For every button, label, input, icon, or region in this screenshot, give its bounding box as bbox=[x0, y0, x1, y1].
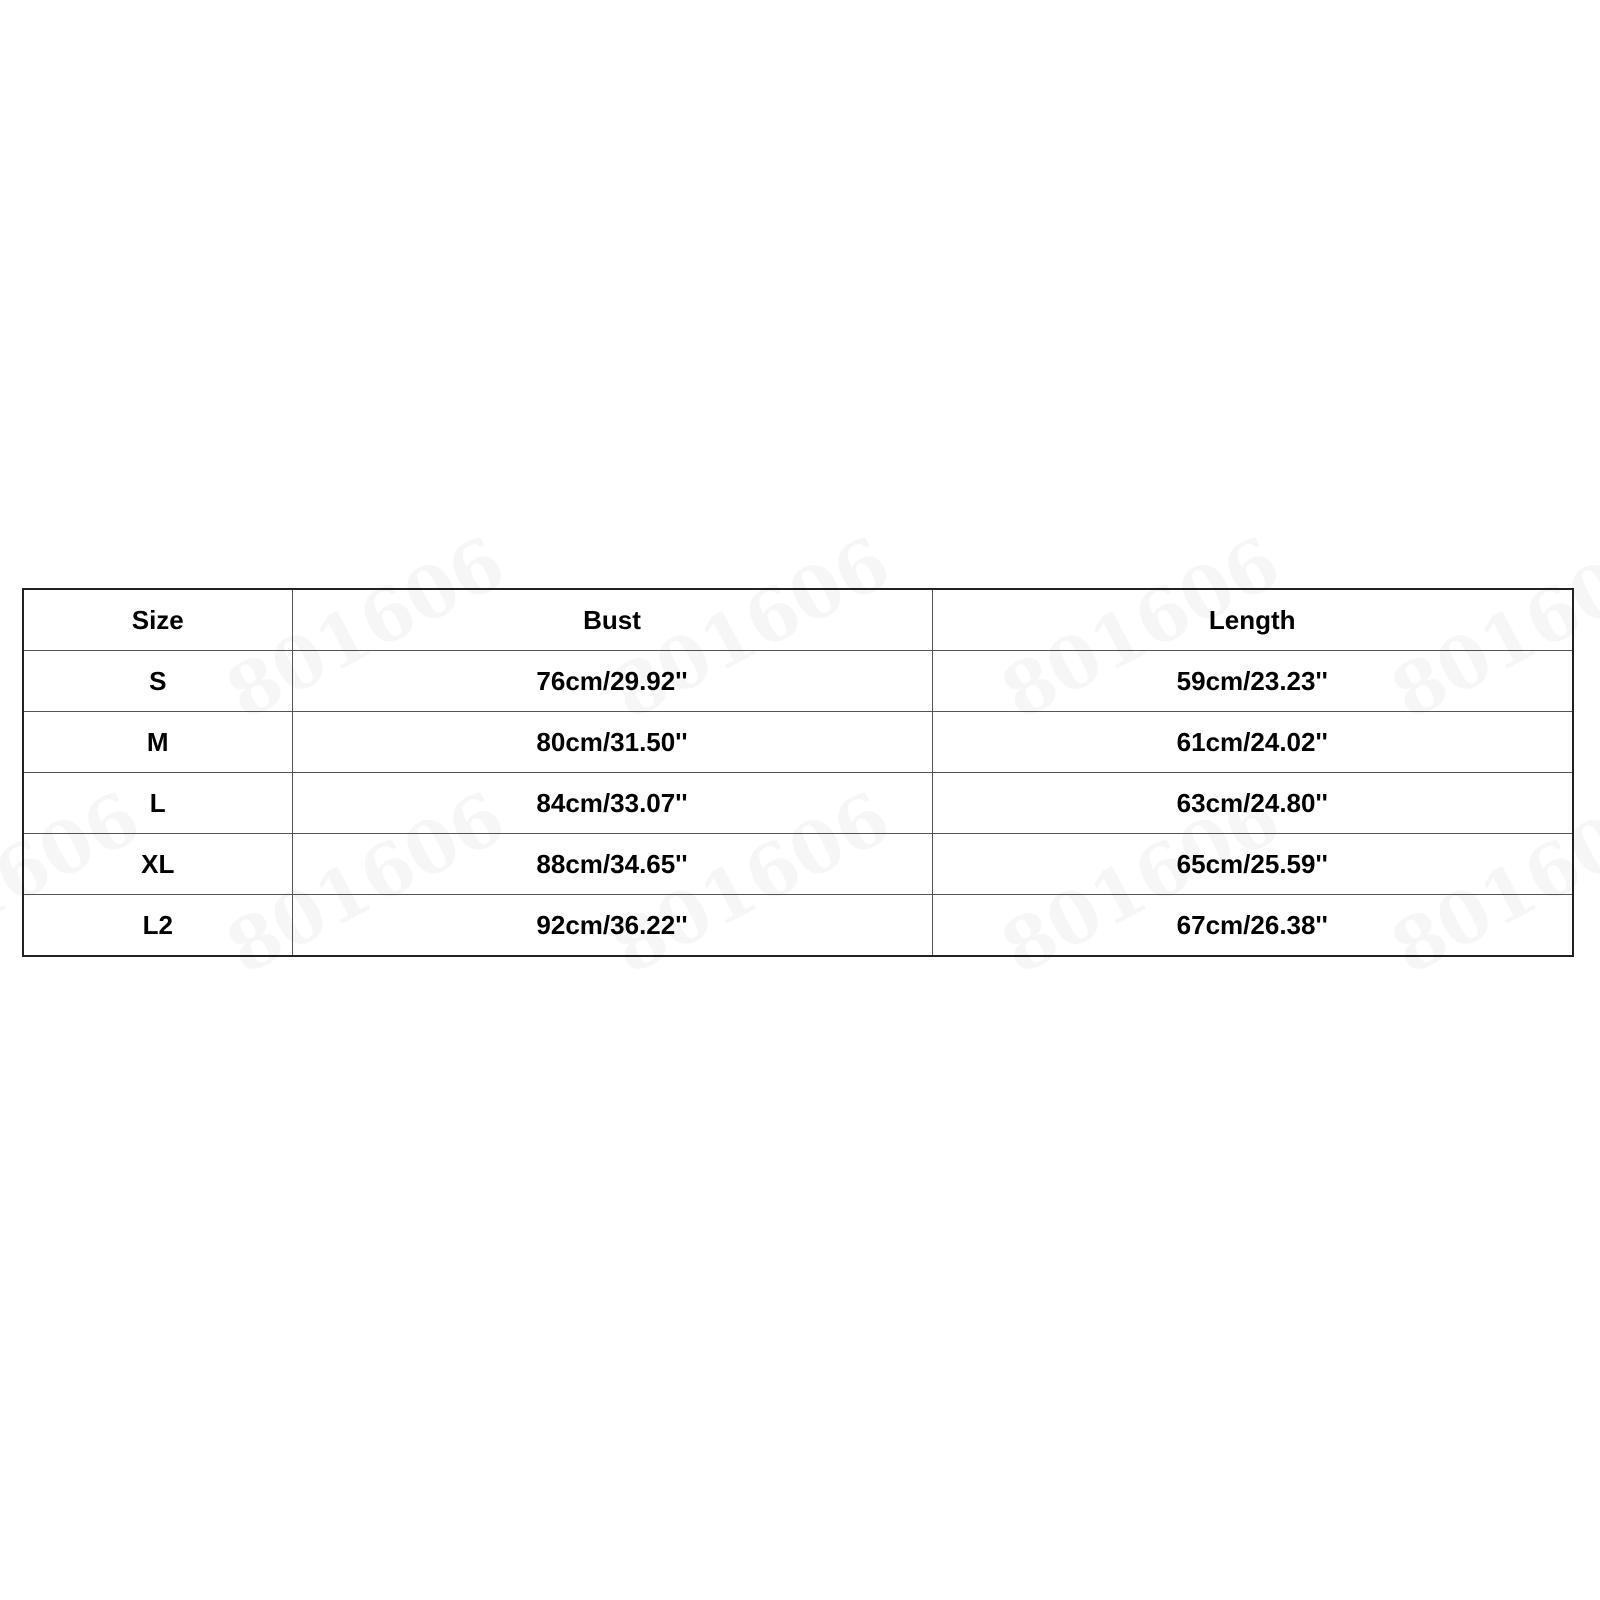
table-row bbox=[23, 895, 1573, 957]
size-cell: M bbox=[23, 712, 292, 773]
size-cell: S bbox=[23, 651, 292, 712]
bust-cell: 92cm/36.22'' bbox=[292, 895, 932, 957]
length-cell: 63cm/24.80'' bbox=[932, 773, 1573, 834]
table-row bbox=[23, 834, 1573, 895]
bust-cell: 76cm/29.92'' bbox=[292, 651, 932, 712]
header-size: Size bbox=[23, 589, 292, 651]
length-cell: 67cm/26.38'' bbox=[932, 895, 1573, 957]
size-cell: XL bbox=[23, 834, 292, 895]
table-row bbox=[23, 651, 1573, 712]
header-length: Length bbox=[932, 589, 1573, 651]
size-chart-table bbox=[22, 588, 1574, 957]
table-row bbox=[23, 773, 1573, 834]
bust-cell: 88cm/34.65'' bbox=[292, 834, 932, 895]
size-cell: L2 bbox=[23, 895, 292, 957]
size-cell: L bbox=[23, 773, 292, 834]
length-cell: 65cm/25.59'' bbox=[932, 834, 1573, 895]
length-cell: 59cm/23.23'' bbox=[932, 651, 1573, 712]
header-bust: Bust bbox=[292, 589, 932, 651]
length-cell: 61cm/24.02'' bbox=[932, 712, 1573, 773]
bust-cell: 80cm/31.50'' bbox=[292, 712, 932, 773]
table-row bbox=[23, 712, 1573, 773]
table-header-row bbox=[23, 589, 1573, 651]
bust-cell: 84cm/33.07'' bbox=[292, 773, 932, 834]
